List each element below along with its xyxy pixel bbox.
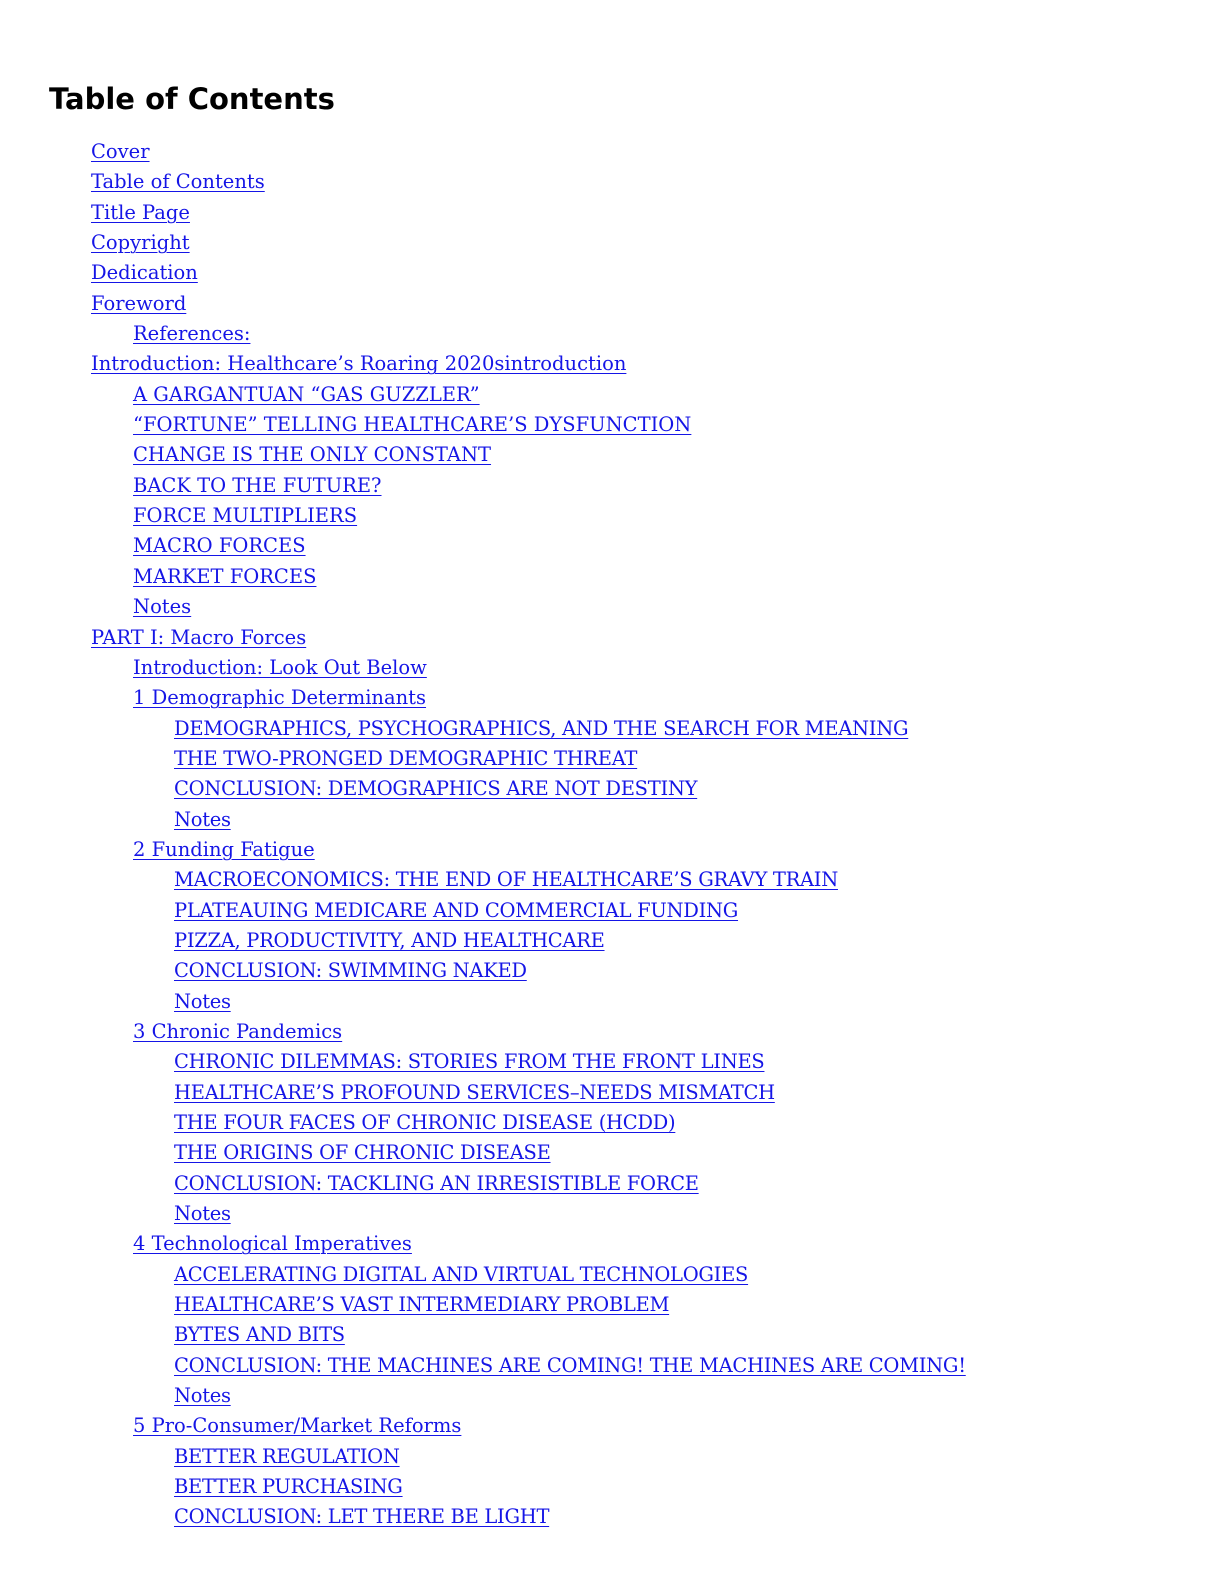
- toc-entry: [0, 1260, 1224, 1290]
- toc-entry: [0, 805, 1224, 835]
- toc-entry: [0, 410, 1224, 440]
- toc-list: [0, 137, 1224, 1533]
- toc-link[interactable]: THE TWO-PRONGED DEMOGRAPHIC THREAT: [174, 746, 638, 770]
- toc-link[interactable]: CHRONIC DILEMMAS: STORIES FROM THE FRONT LINES: [174, 1050, 765, 1074]
- toc-link[interactable]: A GARGANTUAN “GAS GUZZLER”: [133, 382, 480, 406]
- toc-link[interactable]: PLATEAUING MEDICARE AND COMMERCIAL FUNDING: [174, 898, 739, 922]
- toc-entry: [0, 1351, 1224, 1381]
- toc-entry: [0, 1502, 1224, 1532]
- toc-link[interactable]: CONCLUSION: DEMOGRAPHICS ARE NOT DESTINY: [174, 777, 698, 801]
- toc-entry: [0, 683, 1224, 713]
- toc-link[interactable]: 5 Pro-Consumer/Market Reforms: [133, 1414, 462, 1438]
- toc-link[interactable]: Notes: [174, 1202, 231, 1226]
- toc-entry: [0, 1047, 1224, 1077]
- toc-entry: [0, 137, 1224, 167]
- toc-link[interactable]: CONCLUSION: THE MACHINES ARE COMING! THE MACHINES ARE COMING!: [174, 1353, 966, 1377]
- toc-entry: [0, 1229, 1224, 1259]
- toc-entry: [0, 501, 1224, 531]
- toc-link[interactable]: 2 Funding Fatigue: [133, 837, 315, 861]
- toc-entry: [0, 1169, 1224, 1199]
- toc-entry: [0, 896, 1224, 926]
- toc-link[interactable]: MACRO FORCES: [133, 534, 306, 558]
- toc-entry: [0, 835, 1224, 865]
- toc-link[interactable]: MARKET FORCES: [133, 564, 317, 588]
- toc-entry: [0, 1108, 1224, 1138]
- toc-entry: [0, 1078, 1224, 1108]
- toc-link[interactable]: Cover: [91, 140, 150, 163]
- toc-link[interactable]: Notes: [174, 989, 231, 1013]
- toc-entry: [0, 167, 1224, 197]
- toc-entry: [0, 653, 1224, 683]
- toc-entry: [0, 987, 1224, 1017]
- toc-link[interactable]: BYTES AND BITS: [174, 1323, 345, 1347]
- toc-entry: [0, 258, 1224, 288]
- toc-entry: [0, 865, 1224, 895]
- toc-entry: [0, 744, 1224, 774]
- toc-link[interactable]: Table of Contents: [91, 170, 265, 194]
- toc-link[interactable]: CONCLUSION: TACKLING AN IRRESISTIBLE FORCE: [174, 1171, 699, 1195]
- toc-link[interactable]: Introduction: Healthcare’s Roaring 2020sintroduction: [91, 352, 627, 376]
- toc-entry: [0, 1442, 1224, 1472]
- toc-link[interactable]: 3 Chronic Pandemics: [133, 1019, 343, 1043]
- page-title: Table of Contents: [49, 82, 335, 116]
- toc-link[interactable]: “FORTUNE” TELLING HEALTHCARE’S DYSFUNCTION: [133, 413, 692, 437]
- toc-link[interactable]: HEALTHCARE’S PROFOUND SERVICES–NEEDS MISMATCH: [174, 1080, 775, 1104]
- toc-entry: [0, 714, 1224, 744]
- toc-link[interactable]: Dedication: [91, 261, 198, 285]
- toc-link[interactable]: PART I: Macro Forces: [91, 625, 307, 649]
- toc-link[interactable]: 4 Technological Imperatives: [133, 1232, 412, 1256]
- toc-link[interactable]: PIZZA, PRODUCTIVITY, AND HEALTHCARE: [174, 928, 605, 952]
- toc-entry: [0, 1320, 1224, 1350]
- toc-link[interactable]: THE ORIGINS OF CHRONIC DISEASE: [174, 1141, 551, 1165]
- toc-link[interactable]: 1 Demographic Determinants: [133, 686, 427, 710]
- toc-entry: [0, 1199, 1224, 1229]
- toc-entry: [0, 531, 1224, 561]
- toc-link[interactable]: Notes: [133, 595, 192, 619]
- toc-entry: [0, 198, 1224, 228]
- toc-link[interactable]: BETTER REGULATION: [174, 1444, 400, 1468]
- toc-link[interactable]: Title Page: [91, 200, 190, 224]
- toc-entry: [0, 319, 1224, 349]
- toc-entry: [0, 774, 1224, 804]
- toc-link[interactable]: CONCLUSION: SWIMMING NAKED: [174, 959, 527, 983]
- toc-link[interactable]: DEMOGRAPHICS, PSYCHOGRAPHICS, AND THE SEARCH FOR MEANING: [174, 716, 909, 740]
- toc-entry: [0, 623, 1224, 653]
- toc-link[interactable]: FORCE MULTIPLIERS: [133, 504, 358, 528]
- toc-entry: [0, 228, 1224, 258]
- toc-entry: [0, 1290, 1224, 1320]
- toc-entry: [0, 380, 1224, 410]
- toc-link[interactable]: BETTER PURCHASING: [174, 1475, 403, 1499]
- toc-link[interactable]: Notes: [174, 1384, 231, 1408]
- toc-link[interactable]: Introduction: Look Out Below: [133, 655, 427, 679]
- toc-link[interactable]: Copyright: [91, 231, 190, 255]
- toc-entry: [0, 471, 1224, 501]
- toc-entry: [0, 1138, 1224, 1168]
- toc-link[interactable]: THE FOUR FACES OF CHRONIC DISEASE (HCDD): [174, 1111, 676, 1134]
- toc-entry: [0, 926, 1224, 956]
- toc-entry: [0, 1381, 1224, 1411]
- toc-link[interactable]: BACK TO THE FUTURE?: [133, 473, 382, 497]
- toc-link[interactable]: CONCLUSION: LET THERE BE LIGHT: [174, 1505, 550, 1529]
- toc-link[interactable]: CHANGE IS THE ONLY CONSTANT: [133, 443, 492, 467]
- toc-link[interactable]: ACCELERATING DIGITAL AND VIRTUAL TECHNOLOGIES: [174, 1262, 749, 1286]
- toc-entry: [0, 562, 1224, 592]
- toc-entry: [0, 592, 1224, 622]
- toc-entry: [0, 1411, 1224, 1441]
- toc-entry: [0, 1472, 1224, 1502]
- toc-entry: [0, 289, 1224, 319]
- toc-link[interactable]: Foreword: [91, 291, 187, 315]
- toc-entry: [0, 440, 1224, 470]
- toc-entry: [0, 956, 1224, 986]
- toc-entry: [0, 1017, 1224, 1047]
- toc-link[interactable]: References:: [133, 322, 251, 346]
- toc-link[interactable]: HEALTHCARE’S VAST INTERMEDIARY PROBLEM: [174, 1293, 670, 1317]
- toc-link[interactable]: MACROECONOMICS: THE END OF HEALTHCARE’S GRAVY TRAIN: [174, 868, 838, 892]
- toc-link[interactable]: Notes: [174, 807, 231, 831]
- toc-entry: [0, 349, 1224, 379]
